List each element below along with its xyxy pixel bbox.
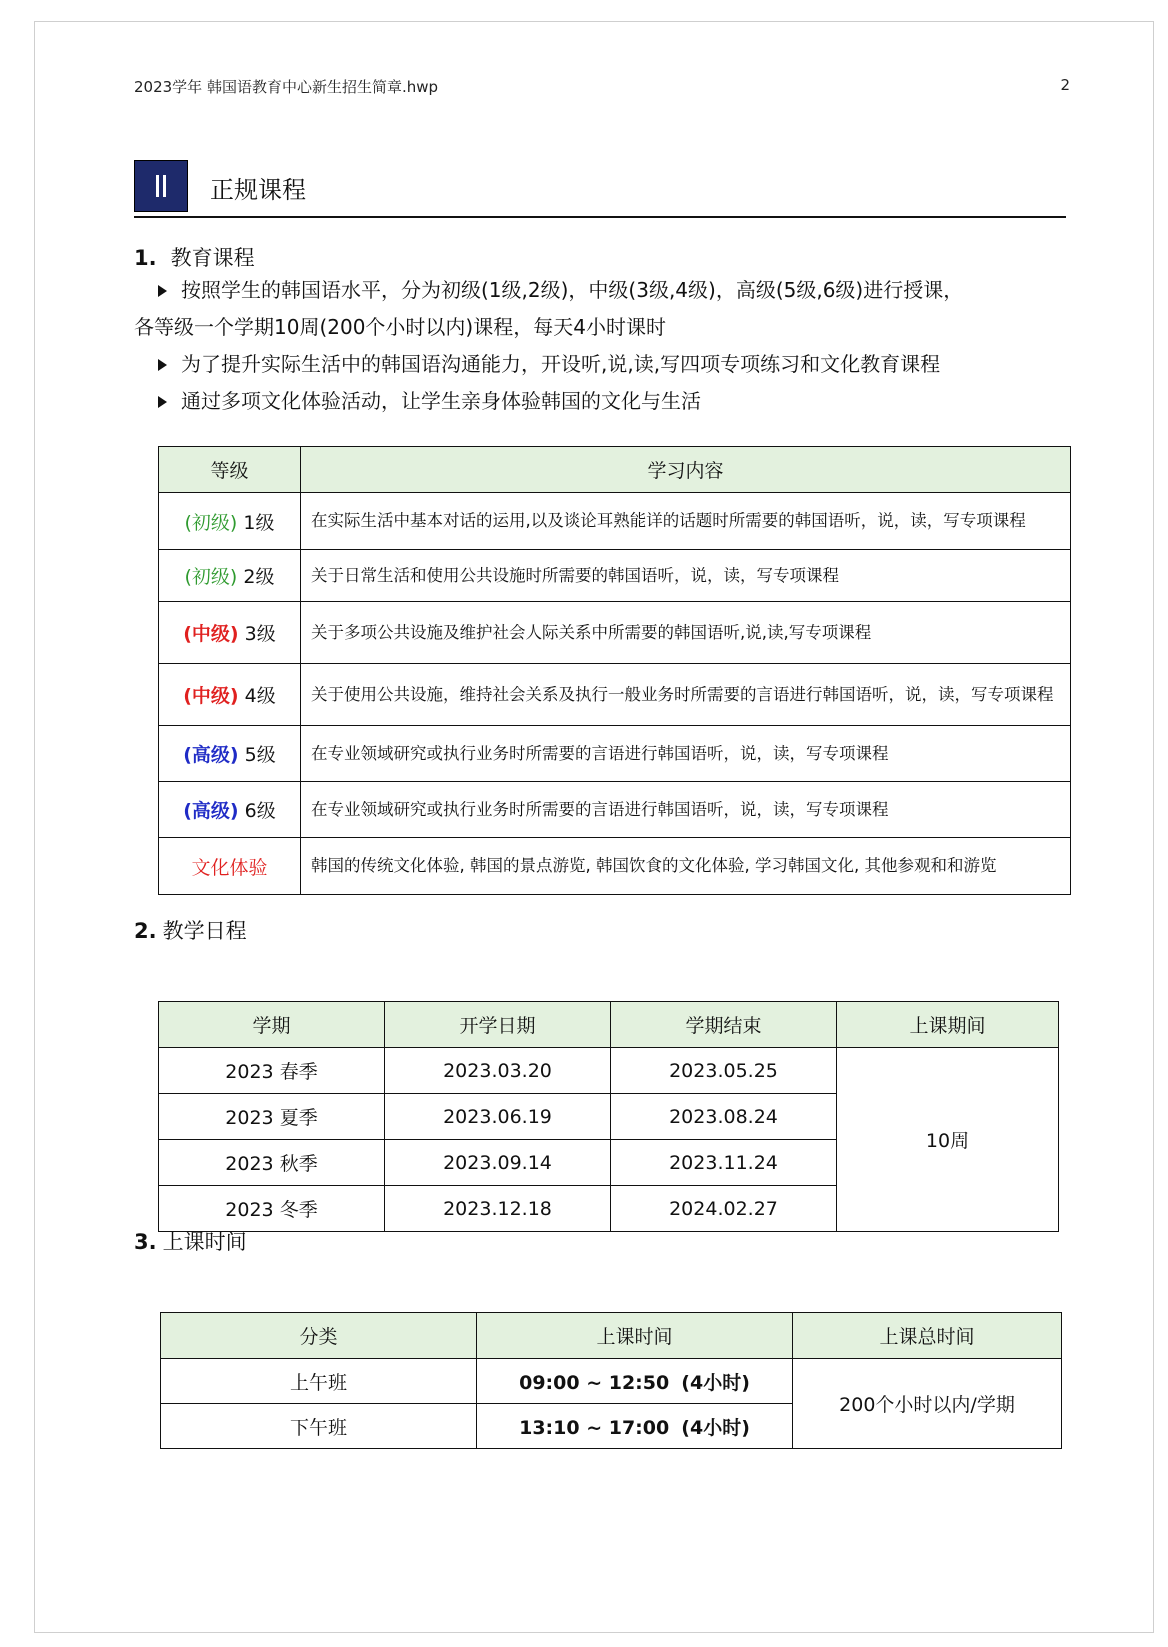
header-content: 学习内容	[301, 447, 1071, 493]
schedule-table	[158, 1001, 1059, 1232]
header-start-date: 开学日期	[385, 1002, 611, 1048]
class-time-cell	[477, 1359, 793, 1404]
page-header	[134, 76, 1070, 97]
part3-title: 上课时间	[162, 1230, 247, 1254]
table-row	[159, 550, 1071, 602]
header-category: 分类	[161, 1313, 477, 1359]
section-heading	[134, 160, 1066, 218]
table-row	[159, 664, 1071, 726]
level-cell	[159, 838, 301, 895]
bullet-1	[134, 272, 1074, 346]
content-cell: 关于日常生活和使用公共设施时所需要的韩国语听，说，读，写专项课程	[301, 550, 1071, 602]
level-number: 3级	[244, 623, 276, 645]
table-row	[161, 1359, 1062, 1404]
table-row	[159, 782, 1071, 838]
start-date-cell: 2023.03.20	[385, 1048, 611, 1094]
semester-cell: 2023 夏季	[159, 1094, 385, 1140]
header-end-date: 学期结束	[611, 1002, 837, 1048]
bullet-2-text: 为了提升实际生活中的韩国语沟通能力，开设听,说,读,写四项专项练习和文化教育课程	[181, 352, 941, 376]
level-cell	[159, 493, 301, 550]
level-cell	[159, 550, 301, 602]
level-tag: (高级)	[183, 744, 239, 766]
document-filename: 2023学年 韩国语教育中心新生招生简章.hwp	[134, 78, 439, 96]
content-cell: 在实际生活中基本对话的运用,以及谈论耳熟能详的话题时所需要的韩国语听，说，读，写专项课程	[301, 493, 1071, 550]
level-cell	[159, 782, 301, 838]
level-tag: 文化体验	[191, 856, 268, 879]
header-semester: 学期	[159, 1002, 385, 1048]
end-date-cell: 2023.08.24	[611, 1094, 837, 1140]
duration-cell: 10周	[837, 1048, 1059, 1232]
table-row	[159, 726, 1071, 782]
course-level-table	[158, 446, 1071, 895]
table-header-row	[161, 1313, 1062, 1359]
table-header-row	[159, 1002, 1059, 1048]
level-number: 6级	[244, 800, 276, 822]
header-class-time: 上课时间	[477, 1313, 793, 1359]
level-cell	[159, 602, 301, 664]
triangle-bullet-icon	[158, 285, 167, 297]
end-date-cell: 2024.02.27	[611, 1186, 837, 1232]
time-range: 09:00 ~ 12:50	[519, 1371, 670, 1394]
roman-numeral-two-icon	[156, 175, 166, 197]
part3-number: 3.	[134, 1230, 157, 1254]
bullet-3-text: 通过多项文化体验活动，让学生亲身体验韩国的文化与生活	[181, 389, 701, 413]
part1-heading	[134, 242, 255, 272]
level-tag: (初级)	[184, 511, 238, 534]
time-range: 13:10 ~ 17:00	[519, 1416, 670, 1439]
level-tag: (中级)	[183, 623, 239, 645]
table-header-row	[159, 447, 1071, 493]
end-date-cell: 2023.05.25	[611, 1048, 837, 1094]
table-row	[159, 493, 1071, 550]
level-tag: (高级)	[183, 800, 239, 822]
semester-cell: 2023 冬季	[159, 1186, 385, 1232]
start-date-cell: 2023.09.14	[385, 1140, 611, 1186]
table-row	[159, 602, 1071, 664]
level-number: 2级	[243, 566, 275, 588]
part1-number: 1.	[134, 246, 157, 270]
bullet-1-text: 按照学生的韩国语水平，分为初级(1级,2级)，中级(3级,4级)，高级(5级,6级)进行授课，	[181, 278, 964, 302]
part3-heading	[134, 1226, 247, 1256]
part2-number: 2.	[134, 919, 157, 943]
hours-label: (4小时)	[681, 1371, 750, 1394]
triangle-bullet-icon	[158, 396, 167, 408]
class-time-table	[160, 1312, 1062, 1449]
section-number-box	[134, 160, 188, 212]
part2-heading	[134, 915, 247, 945]
total-time-cell: 200个小时以内/学期	[793, 1359, 1062, 1449]
section-title: 正规课程	[210, 176, 306, 204]
content-cell: 在专业领域研究或执行业务时所需要的言语进行韩国语听，说，读，写专项课程	[301, 726, 1071, 782]
header-total-time: 上课总时间	[793, 1313, 1062, 1359]
content-cell: 关于使用公共设施，维持社会关系及执行一般业务时所需要的言语进行韩国语听，说，读，写专项课程	[301, 664, 1071, 726]
hours-label: (4小时)	[681, 1416, 750, 1439]
level-tag: (中级)	[183, 685, 239, 707]
table-row	[159, 1048, 1059, 1094]
content-cell: 韩国的传统文化体验, 韩国的景点游览, 韩国饮食的文化体验, 学习韩国文化, 其他参观和和游览	[301, 838, 1071, 895]
header-level: 等级	[159, 447, 301, 493]
part1-title: 教育课程	[170, 246, 255, 270]
class-name-cell: 上午班	[161, 1359, 477, 1404]
table-row	[159, 838, 1071, 895]
content-cell: 关于多项公共设施及维护社会人际关系中所需要的韩国语听,说,读,写专项课程	[301, 602, 1071, 664]
level-cell	[159, 726, 301, 782]
bullet-1-continuation: 各等级一个学期10周(200个小时以内)课程，每天4小时课时	[134, 315, 666, 339]
end-date-cell: 2023.11.24	[611, 1140, 837, 1186]
level-number: 4级	[244, 685, 276, 707]
bullet-2	[134, 346, 1074, 383]
level-cell	[159, 664, 301, 726]
bullet-3	[134, 383, 1074, 420]
semester-cell: 2023 春季	[159, 1048, 385, 1094]
level-number: 5级	[244, 744, 276, 766]
header-duration: 上课期间	[837, 1002, 1059, 1048]
start-date-cell: 2023.12.18	[385, 1186, 611, 1232]
class-name-cell: 下午班	[161, 1404, 477, 1449]
semester-cell: 2023 秋季	[159, 1140, 385, 1186]
class-time-cell	[477, 1404, 793, 1449]
start-date-cell: 2023.06.19	[385, 1094, 611, 1140]
page-number: 2	[1060, 76, 1070, 94]
level-tag: (初级)	[184, 566, 238, 588]
content-cell: 在专业领域研究或执行业务时所需要的言语进行韩国语听，说，读，写专项课程	[301, 782, 1071, 838]
level-number: 1级	[243, 511, 275, 534]
part2-title: 教学日程	[162, 919, 247, 943]
triangle-bullet-icon	[158, 359, 167, 371]
